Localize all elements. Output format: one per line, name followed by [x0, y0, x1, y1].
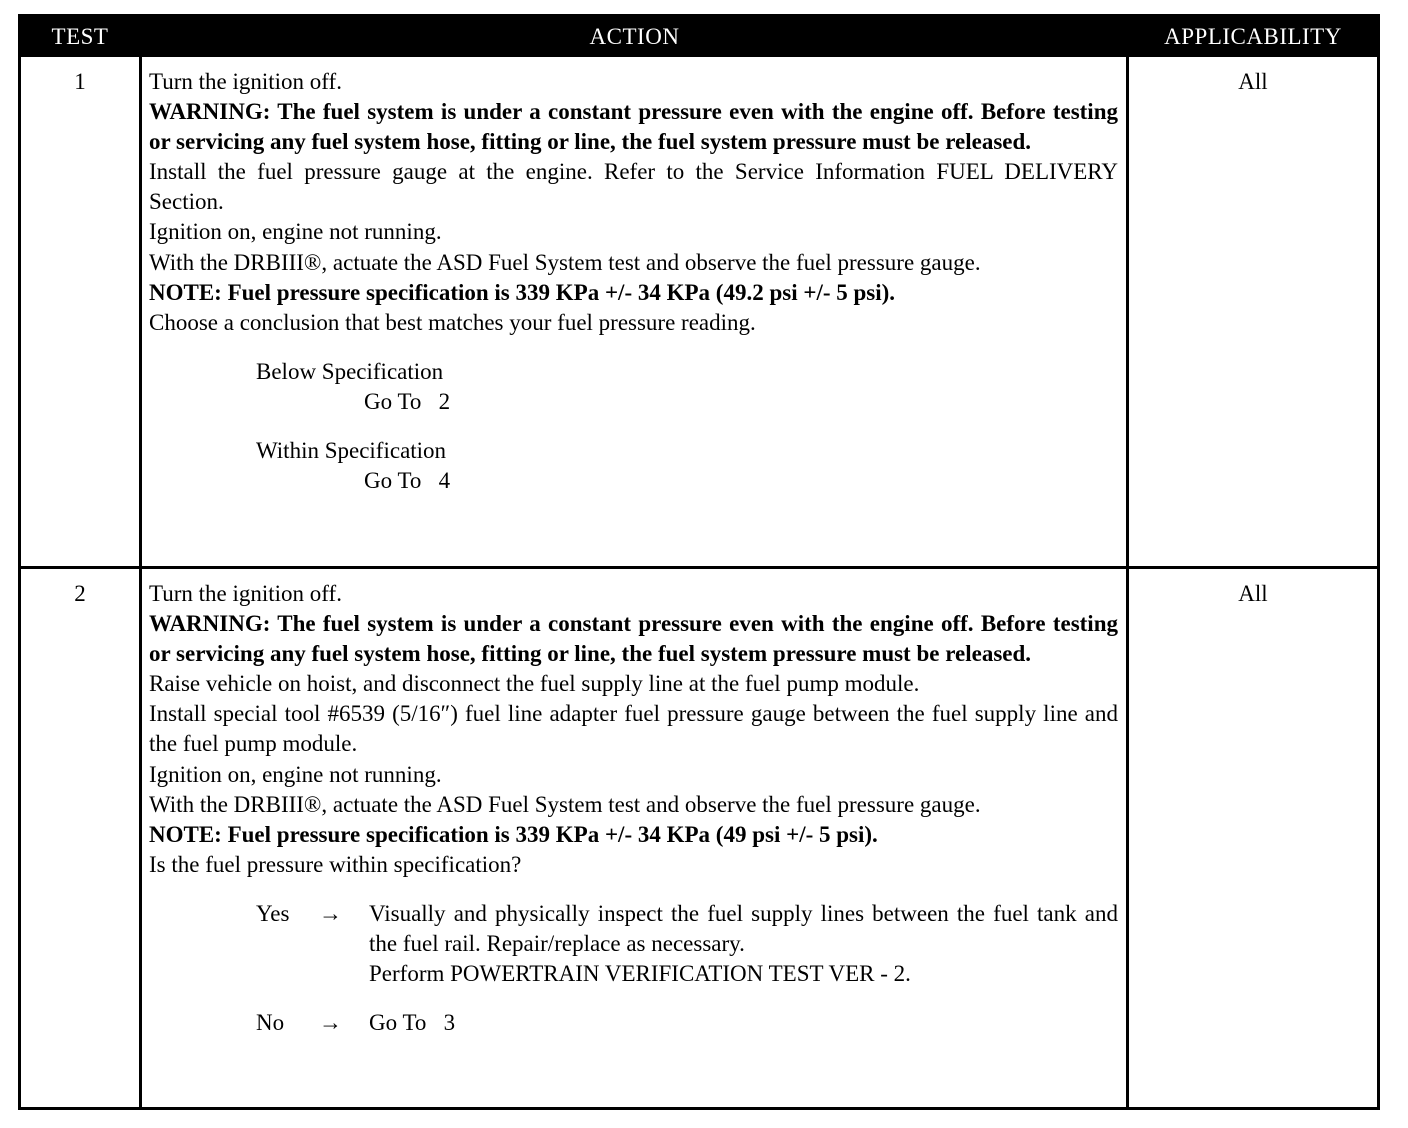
response-text-2: Perform POWERTRAIN VERIFICATION TEST VER - 2. — [369, 961, 911, 987]
conclusion-goto — [149, 387, 1118, 417]
test-number-2: 2 — [74, 581, 86, 606]
warning-text: WARNING: The fuel system is under a constant pressure even with the engine off. Before testing or servicing any fuel system hose, fitting or line, the fuel system pressure must be released. — [149, 611, 1118, 667]
diagnostic-test-table — [18, 14, 1380, 1110]
action-step: With the DRBIII®, actuate the ASD Fuel System test and observe the fuel pressure gauge. — [149, 791, 981, 817]
row-divider — [21, 566, 1377, 569]
header-applicability: APPLICABILITY — [1164, 24, 1342, 49]
applicability-2: All — [1238, 581, 1268, 606]
note-text: NOTE: Fuel pressure specification is 339 KPa +/- 34 KPa (49 psi +/- 5 psi). — [149, 821, 878, 847]
action-question: Choose a conclusion that best matches your fuel pressure reading. — [149, 309, 756, 335]
action-question: Is the fuel pressure within specification? — [149, 851, 522, 877]
goto-text: Go To 4 — [364, 468, 451, 494]
test-number-1: 1 — [74, 69, 86, 94]
action-step: Install the fuel pressure gauge at the engine. Refer to the Service Information FUEL DELIVERY Section. — [149, 159, 1118, 215]
header-action: ACTION — [589, 24, 680, 49]
arrow-right-icon: → — [319, 900, 342, 926]
conclusion-option — [149, 436, 1118, 466]
conclusion-label: Below Specification — [256, 358, 444, 384]
goto-text: Go To 2 — [364, 388, 451, 414]
response-text: Go To 3 — [369, 1010, 456, 1036]
header-test: TEST — [51, 24, 109, 49]
action-step: Ignition on, engine not running. — [149, 219, 442, 245]
action-step: Install special tool #6539 (5/16″) fuel line adapter fuel pressure gauge between the fuel supply line and the fuel pump module. — [149, 701, 1118, 757]
response-yes — [149, 899, 1118, 989]
action-cell-1 — [149, 67, 1118, 496]
response-label: Yes — [256, 900, 290, 926]
action-step: Turn the ignition off. — [149, 69, 342, 94]
column-divider — [139, 57, 142, 1107]
response-text: Visually and physically inspect the fuel supply lines between the fuel tank and the fuel rail. Repair/replace as necessary. — [369, 900, 1118, 957]
warning-text: WARNING: The fuel system is under a constant pressure even with the engine off. Before testing or servicing any fuel system hose, fitting or line, the fuel system pressure must be released. — [149, 99, 1118, 155]
conclusion-goto — [149, 466, 1118, 496]
response-no — [149, 1008, 1118, 1038]
conclusion-label: Within Specification — [256, 438, 447, 464]
action-cell-2 — [149, 579, 1118, 1038]
arrow-right-icon: → — [319, 1010, 342, 1036]
note-text: NOTE: Fuel pressure specification is 339 KPa +/- 34 KPa (49.2 psi +/- 5 psi). — [149, 279, 896, 305]
conclusion-option — [149, 357, 1118, 387]
response-label: No — [256, 1010, 285, 1036]
action-step: Turn the ignition off. — [149, 581, 342, 606]
applicability-1: All — [1238, 69, 1268, 94]
action-step: Ignition on, engine not running. — [149, 761, 442, 787]
table-header — [21, 17, 1377, 57]
action-step: Raise vehicle on hoist, and disconnect the fuel supply line at the fuel pump module. — [149, 671, 920, 697]
action-step: With the DRBIII®, actuate the ASD Fuel System test and observe the fuel pressure gauge. — [149, 249, 981, 275]
